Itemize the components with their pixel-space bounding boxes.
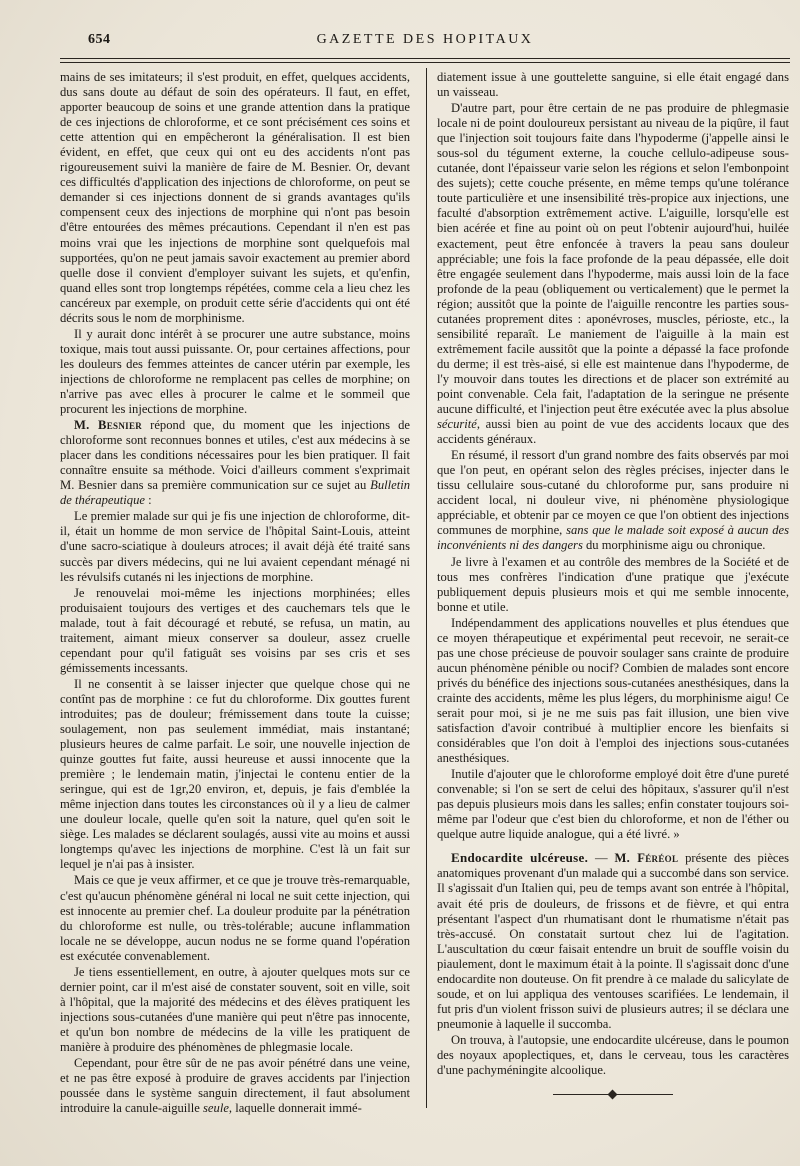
paragraph: En résumé, il ressort d'un grand nombre des faits observés par moi que l'on peut, en opérant selon des règles précises, injecter dans le tissu cellulaire sous-cutané du chloroforme pur, sans produire ni accident local, ni douleur vive, ni phénomène physiologique appréciable, et obtenir par ce moyen ce que l'on obtient des injections communes de morphine, sans que le malade soit exposé à aucun des inconvénients ni des dangers du morphinisme aigu ou chronique. <box>437 448 789 553</box>
paragraph: Inutile d'ajouter que le chloroforme employé doit être d'une pureté convenable; si l'on se sert de celui des hôpitaux, s'assurer qu'il n'est pas depuis plusieurs mois dans les salles; enfin constater toujours soi-même par l'odeur que c'est bien du chloroforme, et non de l'éther ou quelque autre liquide analogue, qui a été livré. » <box>437 767 789 842</box>
paragraph: M. Besnier répond que, du moment que les injections de chloroforme sont reconnues bonnes et utiles, c'est aux médecins à se placer dans les conditions nécessaires pour les bien pratiquer. Il fait connaître ensuite sa méthode. Voici d'ailleurs comment s'exprimait M. Besnier dans sa première communication sur ce sujet au Bulletin de thérapeutique : <box>60 418 410 508</box>
section-title: Endocardite ulcéreuse. <box>451 850 589 866</box>
right-column <box>437 70 789 1098</box>
paragraph: Indépendamment des applications nouvelles et plus étendues que ce moyen thérapeutique et expérimental peut recevoir, ne serait-ce pas une chose précieuse de pouvoir soulager sans crainte de produire aucun phénomène pénible ou nocif? Combien de malades sont encore privés du bénéfice des injections sous-cutanées anesthésiques, dans la crainte des accidents, même les plus légers, du morphinisme aigu! Ce serait pour moi, si je ne me suis pas fait illusion, une bien vive satisfaction d'avoir contribué à multiplier encore les bienfaits si considérables que l'on doit à l'emploi des injections sous-cutanées anesthésiques. <box>437 615 789 766</box>
paragraph: diatement issue à une gouttelette sanguine, si elle était engagé dans un vaisseau. <box>437 70 789 100</box>
paragraph: Mais ce que je veux affirmer, et ce que je trouve très-remarquable, c'est qu'aucun phénomène général ni local ne suit cette injection, qui est innocente au premier chef. La douleur produite par la pénétration du chloroforme est nulle, ou très-tolérable; aucune inflammation locale ne se développe, aucun nodus ne se forme quand l'opération est exécutée convenablement. <box>60 873 410 963</box>
section-separator <box>553 1090 673 1098</box>
speaker-name: M. Féréol <box>614 851 679 866</box>
paragraph: Je renouvelai moi-même les injections morphinées; elles produisaient toujours des vertiges et des cauchemars tels que le malade, tout à fait découragé et rebuté, se refusa, un matin, au traitement, aimant mieux conserver sa douleur, assez cruelle cependant pour qu'il fatiguât ses voisins par ses cris et ses gémissements incessants. <box>60 585 410 675</box>
page-header <box>60 26 790 60</box>
left-column <box>60 70 410 1116</box>
paragraph: Il ne consentit à se laisser injecter que quelque chose qui ne contînt pas de morphine : ce fut du chloroforme. Dix gouttes furent introduites; pas de douleur; frémissement dans toute la cuisse; soulagement, non pas seulement immédiat, mais instantané; plusieurs heures de calme parfait. Le soir, une nouvelle injection de quinze gouttes fut faite, aussi heureuse et aussi innocente que la première ; le lendemain matin, j'injectai le contenu entier de la seringue, qui est de 1gr,20 environ, et, depuis, je fais d'emblée la même injection dans toutes les circonstances où il y a lieu de calmer une douleur locale, quelle qu'en soit la nature, quel qu'en soit le siège. Les malades se déclarent soulagés, aussi vite au moins et aussi longtemps qu'avec les injections de morphine. C'est là un fait sur lequel je n'ai pas à insister. <box>60 676 410 872</box>
page-number: 654 <box>88 32 111 47</box>
paragraph: Je livre à l'examen et au contrôle des membres de la Société et de tous mes confrères l'indication d'une pratique que j'exécute publiquement depuis plusieurs mois et qui me semble innocente, bonne et utile. <box>437 554 789 614</box>
paragraph: D'autre part, pour être certain de ne pas produire de phlegmasie locale ni de point douloureux persistant au niveau de la piqûre, il faut que l'injection soit toujours faite dans l'hypoderme (j'appelle ainsi le sous-sol du tégument externe, la couche cellulo-adipeuse sous-cutanée, dont l'épaisseur varie selon les régions et selon l'embonpoint des sujets); cette couche présente, en même temps qu'une tolérance toute particulière et une insensibilité très-propice aux injections, une faculté d'absorption extrêmement active. L'aiguille, lorsqu'elle est bien acérée et fine au point où on peut l'obtenir aujourd'hui, huilée exactement, peut être enfoncée à travers la peau sans douleur appréciable; une fois la face profonde de la peau dépassée, elle doit être engagée seulement dans l'hypoderme, mais aussi loin de la face profonde de la peau (obliquement ou verticalement) que le permet la région; aussitôt que la pointe de l'aiguille rencontre les parties sous-cutanées proprement dites : aponévroses, muscles, périoste, etc., la sensibilité reparaît. Le maniement de l'aiguille à la main est extrêmement facile aussitôt que la pointe a dépassé la face profonde du derme; il est très-aisé, si elle est maintenue dans l'hypoderme, de l'y mouvoir dans toutes les directions et de placer son extrémité au point convenable. Cela fait, l'adaptation de la seringue ne présente aucune difficulté, et l'injection peut être exécutée avec la plus absolue sécurité, aussi bien au point de vue des accidents locaux que des accidents généraux. <box>437 101 789 447</box>
speaker-name: M. Besnier <box>74 418 143 433</box>
journal-title: GAZETTE DES HOPITAUX <box>316 32 534 47</box>
paragraph: On trouva, à l'autopsie, une endocardite ulcéreuse, dans le poumon des noyaux apoplectiques, et, dans le cerveau, tous les caractères d'une pachyméningite alcoolique. <box>437 1032 789 1078</box>
header-rule <box>60 58 790 63</box>
section-paragraph: Endocardite ulcéreuse. — M. Féréol présente des pièces anatomiques provenant d'un malade qui a succombé dans son service. Il s'agissait d'un Italien qui, peu de temps avant son entrée à l'hôpital, avait été pris de douleurs, de frissons et de fièvre, et qui entra présentant l'aspect d'un rhumatisant dont le rhumatisme n'était pas très-accusé. On constatait surtout chez lui de l'agitation. L'auscultation du cœur faisait entendre un bruit de souffle voisin du piaulement, dont le maximum était à la pointe. Il s'agissait donc d'une endocardite non douteuse. On fit prendre à ce malade du salicylate de soude, et on lui appliqua des ventouses scarifiées. Le lendemain, il fut pris d'un violent frisson suivi de plusieurs autres; il se déclara une pneumonie à laquelle il succomba. <box>437 850 790 1031</box>
paragraph: Il y aurait donc intérêt à se procurer une autre substance, moins toxique, mais tout aussi puissante. Or, pour certaines affections, pour les douleurs des femmes atteintes de cancer utérin par exemple, les injections de chloroforme ne remplacent pas celles de morphine; on n'arrive pas avec elles à procurer le calme et le sommeil que procurent les injections de morphine. <box>60 326 410 417</box>
paragraph: Cependant, pour être sûr de ne pas avoir pénétré dans une veine, et ne pas être exposé à produire de graves accidents par l'injection poussée dans le système sanguin directement, il faut absolument introduire la canule-aiguille seule, laquelle donnerait immé- <box>60 1056 410 1116</box>
paragraph: mains de ses imitateurs; il s'est produit, en effet, quelques accidents, dus sans doute au défaut de soin des opérateurs. Il faut, en effet, apporter beaucoup de soins et une grande attention dans la pratique de ces injections de chloroforme, et ce sont précisément ces soins et cette attention qui en empêcheront la généralisation. Il est bien évident, en effet, que ceux qui ont eu des accidents n'ont pas rigoureusement suivi la manière de faire de M. Besnier. Or, devant ces difficultés d'application des injections de chloroforme, on peut se demander si ces injections donnent de si grands avantages qu'ils compensent ceux des injections de morphine qui n'ont pas besoin d'être entourées des mêmes précautions. Cependant il n'en est pas moins vrai que les injections de morphine sont quelquefois mal supportées, qu'on ne peut jamais savoir exactement au premier abord quelle dose il convient d'employer suivant les sujets, et qu'enfin, quand elles sont trop longtemps répétées, comme cela a lieu chez les cancéreux par exemple, on produit cette série d'accidents qui ont été décrits sous le nom de morphinisme. <box>60 70 410 325</box>
paragraph: Le premier malade sur qui je fis une injection de chloroforme, dit-il, était un homme de mon service de l'hôpital Saint-Louis, atteint d'une sacro-sciatique à douleurs atroces; il avait déjà été traité sans succès par divers médecins, qui ne lui avaient cependant ménagé ni les révulsifs cutanés ni les injections de morphine. <box>60 509 410 584</box>
paragraph: Je tiens essentiellement, en outre, à ajouter quelques mots sur ce dernier point, car il m'est aisé de constater souvent, soit en ville, soit à l'hôpital, que la majorité des médecins et des élèves pratiquent les injections sous-cutanées d'une manière qui peut n'être pas innocente, et qu'un bon nombre de médecins de la ville les pratiquent de manière à produire des phénomènes de phlegmasie locale. <box>60 964 410 1054</box>
column-divider <box>426 68 427 1108</box>
